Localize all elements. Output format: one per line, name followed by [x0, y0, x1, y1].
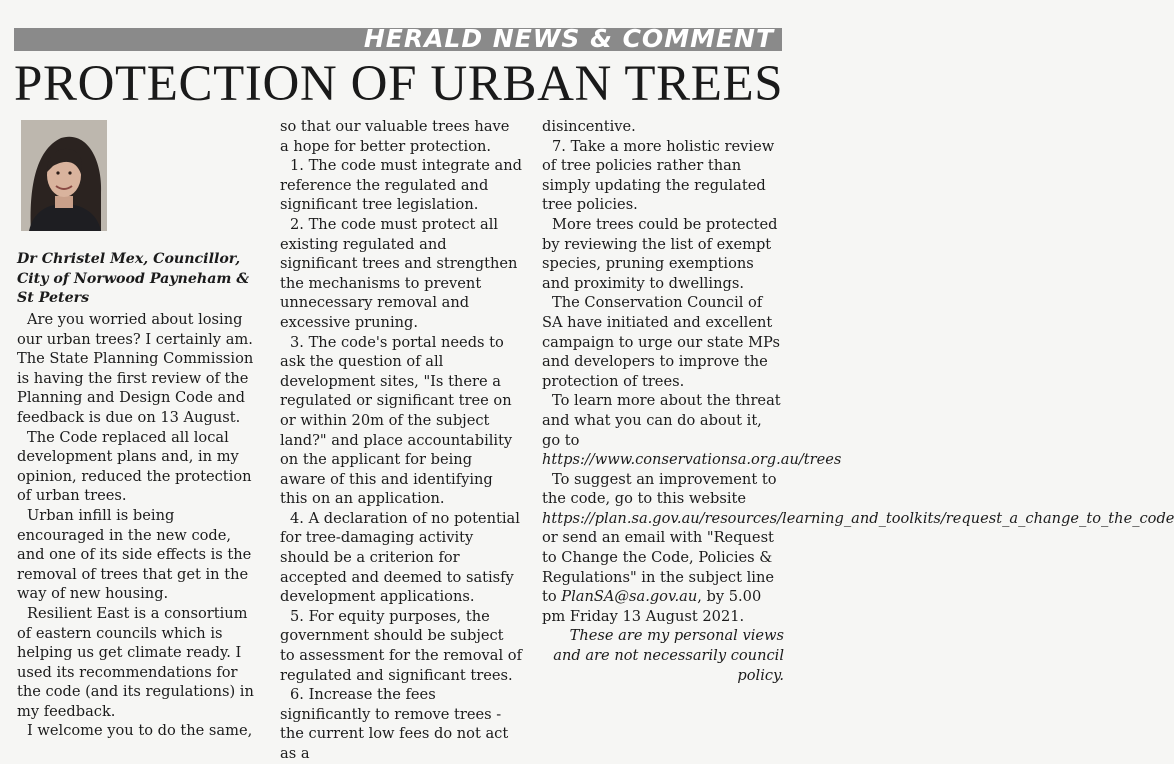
paragraph-text: To suggest an improvement to the code, go to this website: [542, 470, 777, 508]
paragraph-text: , by 5.00 pm Friday 13 August 2021.: [542, 588, 762, 625]
list-item: 2. The code must protect all existing regulated and significant trees and strengthen the mechanisms to prevent unnecessary removal and excessive pruning.: [280, 215, 518, 331]
article-column-3: [542, 117, 1174, 685]
plansa-link[interactable]: https://plan.sa.gov.au/resources/learning_and_toolkits/request_a_change_to_the_code: [542, 509, 1174, 527]
portrait-image: [21, 120, 107, 231]
paragraph: More trees could be protected by reviewing the list of exempt species, pruning exemptions and proximity to dwellings.: [542, 215, 778, 292]
author-photo: [21, 120, 107, 231]
paragraph: To learn more about the threat and what you can do about it, go to: [542, 392, 781, 449]
paragraph: [542, 470, 1174, 627]
list-item: 4. A declaration of no potential for tree-damaging activity should be a criterion for accepted and deemed to satisfy development applications.: [280, 509, 520, 606]
article-column-1: [17, 310, 257, 741]
paragraph: The Conservation Council of SA have initiated and excellent campaign to urge our state MPs and developers to improve the protection of trees.: [542, 294, 780, 390]
disclaimer: These are my personal views and are not necessarily council policy.: [553, 627, 784, 684]
headline: PROTECTION OF URBAN TREES: [14, 56, 784, 112]
section-banner: [14, 24, 782, 53]
list-item: 3. The code's portal needs to ask the question of all development sites, "Is there a regulated or significant tree on or within 20m of the subject land?" and place accountability on the applicant for being aware of this and identifying this on an application.: [280, 333, 513, 508]
paragraph: The Code replaced all local development plans and, in my opinion, reduced the protection of urban trees.: [17, 428, 252, 505]
author-byline: Dr Christel Mex, Councillor, City of Norwood Payneham & St Peters: [17, 251, 250, 306]
paragraph: so that our valuable trees have a hope for better protection.: [280, 118, 510, 155]
list-item: 5. For equity purposes, the government should be subject to assessment for the removal of regulated and significant trees.: [280, 607, 522, 684]
paragraph: I welcome you to do the same,: [27, 722, 253, 740]
conservation-link[interactable]: https://www.conservationsa.org.au/trees: [542, 451, 842, 469]
paragraph: disincentive.: [542, 118, 636, 135]
article-column-2: [280, 117, 522, 764]
section-banner-label: HERALD NEWS & COMMENT: [363, 24, 774, 53]
paragraph: Resilient East is a consortium of eastern councils which is helping us get climate ready. I used its recommendations for the code (and its regulations) in my feedback.: [17, 604, 254, 720]
email-link[interactable]: PlanSA@sa.gov.au: [561, 588, 698, 606]
list-item: 1. The code must integrate and reference the regulated and significant tree legislation.: [280, 157, 522, 214]
list-item: 7. Take a more holistic review of tree policies rather than simply updating the regulated tree policies.: [542, 137, 775, 214]
list-item: 6. Increase the fees significantly to remove trees - the current low fees do not act as a: [280, 686, 509, 762]
paragraph-text: or send an email with "Request to Change the Code, Policies & Regulations" in the subject line to: [542, 529, 774, 606]
paragraph: Urban infill is being encouraged in the new code, and one of its side effects is the removal of trees that get in the way of new housing.: [17, 506, 252, 603]
paragraph: Are you worried about losing our urban trees? I certainly am. The State Planning Commission is having the first review of the Planning and Design Code and feedback is due on 13 August.: [17, 311, 254, 426]
